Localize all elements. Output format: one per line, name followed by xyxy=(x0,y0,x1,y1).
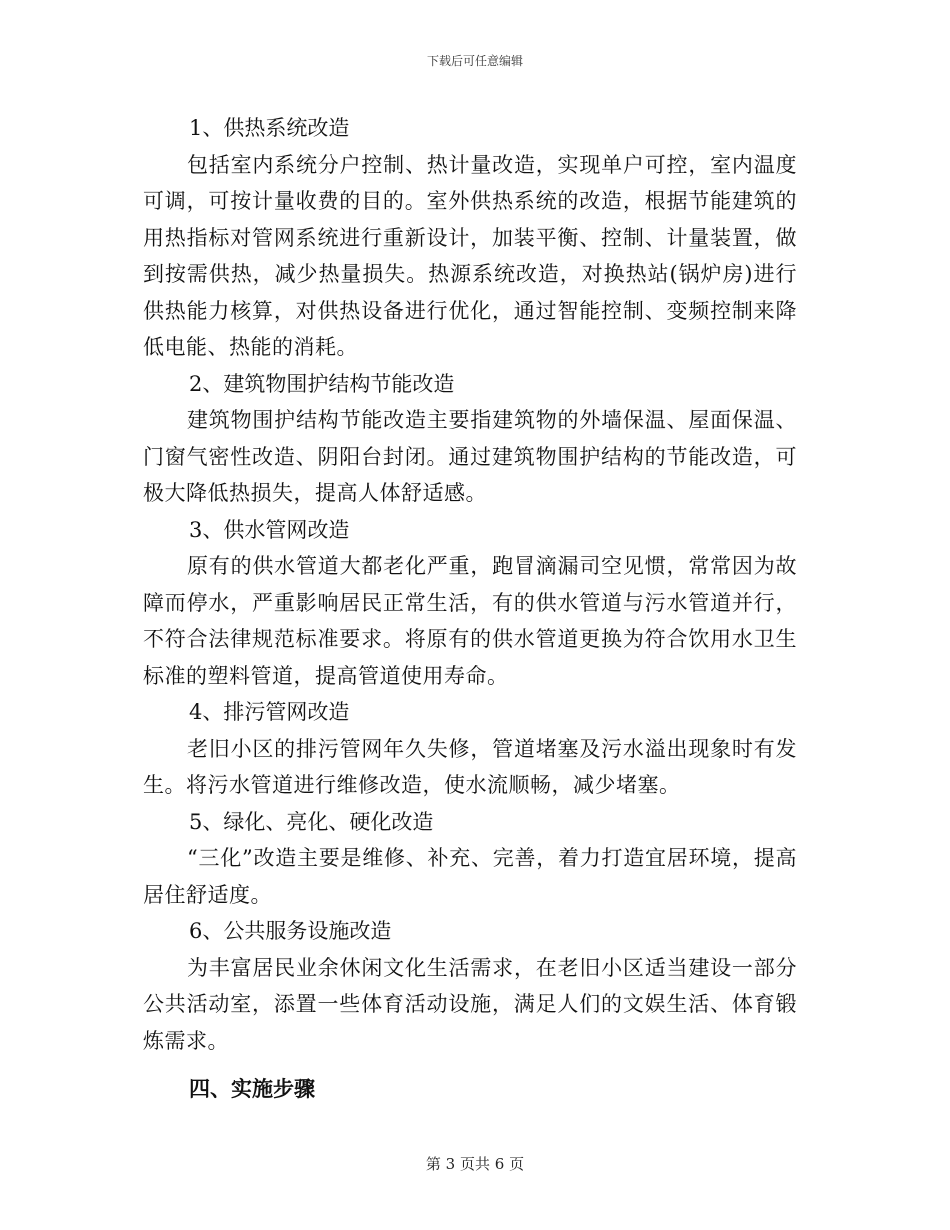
subsection-heading-4: 4、排污管网改造 xyxy=(189,700,350,724)
paragraph-2: 建筑物围护结构节能改造主要指建筑物的外墙保温、屋面保温、门窗气密性改造、阴阳台封闭。通过建筑物围护结构的节能改造，可极大降低热损失，提高人体舒适感。 xyxy=(143,408,797,505)
paragraph-1: 包括室内系统分户控制、热计量改造，实现单户可控，室内温度可调，可按计量收费的目的。室外供热系统的改造，根据节能建筑的用热指标对管网系统进行重新设计，加装平衡、控制、计量装置，做到按需供热，减少热量损失。热源系统改造，对换热站(锅炉房)进行供热能力核算，对供热设备进行优化，通过智能控制、变频控制来降低电能、热能的消耗。 xyxy=(143,152,797,359)
subsection-heading-6: 6、公共服务设施改造 xyxy=(189,919,392,943)
subsection-heading-3: 3、供水管网改造 xyxy=(189,517,350,542)
page-footer: 第 3 页共 6 页 xyxy=(425,1155,525,1173)
subsection-heading-1: 1、供热系统改造 xyxy=(189,116,350,140)
document-body xyxy=(143,110,797,1108)
subsection-heading-5: 5、绿化、亮化、硬化改造 xyxy=(189,809,434,834)
subsection-heading-2: 2、建筑物围护结构节能改造 xyxy=(189,371,455,396)
section-title: 四、实施步骤 xyxy=(189,1076,315,1101)
paragraph-3: 原有的供水管道大都老化严重，跑冒滴漏司空见惯，常常因为故障而停水，严重影响居民正常生活，有的供水管道与污水管道并行，不符合法律规范标准要求。将原有的供水管道更换为符合饮用水卫生标准的塑料管道，提高管道使用寿命。 xyxy=(143,554,797,688)
paragraph-5: “三化”改造主要是维修、补充、完善，着力打造宜居环境，提高居住舒适度。 xyxy=(143,846,797,907)
page-header: 下载后可任意编辑 xyxy=(426,54,523,68)
paragraph-4: 老旧小区的排污管网年久失修，管道堵塞及污水溢出现象时有发生。将污水管道进行维修改造，使水流顺畅，减少堵塞。 xyxy=(143,736,797,797)
paragraph-6: 为丰富居民业余休闲文化生活需求，在老旧小区适当建设一部分公共活动室，添置一些体育活动设施，满足人们的文娱生活、体育锻炼需求。 xyxy=(143,955,797,1053)
